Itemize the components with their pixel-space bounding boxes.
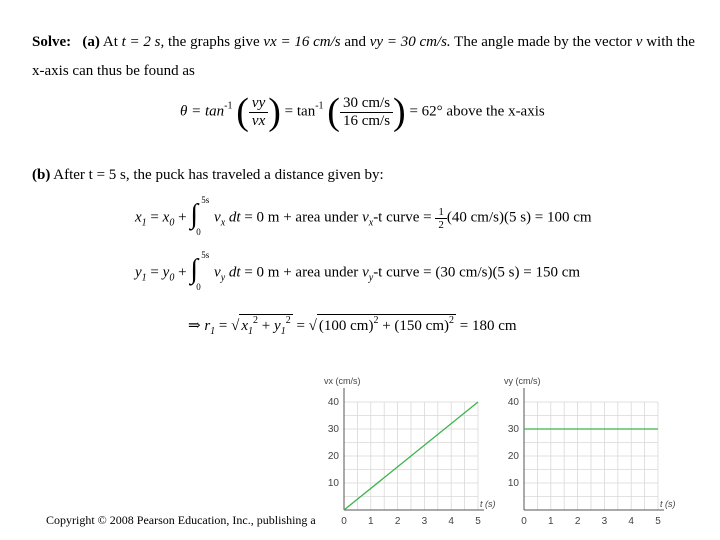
chart-1-y-tick: 20: [327, 451, 339, 462]
theta-result: = 62°: [409, 103, 443, 120]
chart-1-y-tick: 40: [327, 397, 339, 408]
solve-label: Solve:: [32, 34, 72, 50]
x-int-upper: 5s: [201, 195, 210, 205]
chart-2-y-tick: 40: [507, 397, 519, 408]
chart-1-x-tick: 2: [394, 516, 401, 527]
t-value: t = 2 s,: [121, 34, 165, 50]
chart-2-x-tick: 2: [574, 516, 581, 527]
y-equation: $y_1 = y_0$ + ∫ 5s 0 $v_y$ dt = 0 m + area under $v_y-t$ curve = (30 cm/s)(5 s) = 150 cm: [135, 250, 581, 292]
part-a-text4: with the: [646, 34, 695, 50]
y-int-lower: 0: [196, 282, 201, 292]
theta-lhs: θ = tan: [180, 103, 225, 120]
theta-mid: = tan: [284, 103, 316, 120]
theta-result-text: above the x-axis: [446, 103, 545, 120]
vy-value: vy = 30 cm/s.: [369, 34, 451, 50]
chart-1-x-tick: 0: [341, 516, 347, 527]
chart-2-y-tick: 10: [507, 478, 519, 489]
vector-v: v: [635, 34, 643, 50]
chart-1-y-tick: 30: [327, 424, 339, 435]
x-int-lower: 0: [196, 227, 201, 237]
x-zero: = 0 m: [244, 209, 280, 226]
theta-inv: -1: [224, 100, 233, 112]
chart-1-x-tick: 4: [448, 516, 454, 527]
chart-2-x-tick: 1: [548, 516, 554, 527]
chart-2-x-label: t (s): [660, 499, 676, 509]
x-equation: $x_1 = x_0$ + ∫ 5s 0 $v_x$ dt = 0 m + area under $v_x-t$ curve = $\frac{1}{2}$ (40 cm/s)(5 s) = 100 cm: [135, 195, 592, 237]
copyright-footer: Copyright © 2008 Pearson Education, Inc., publishing a: [46, 513, 316, 527]
part-a-line-2: x-axis can thus be found as: [32, 63, 195, 79]
y-curve: -t curve = (30 cm/s)(5 s) = 150 cm: [373, 264, 581, 281]
theta-inv-2: -1: [315, 100, 324, 112]
chart-1-x-tick: 5: [475, 516, 481, 527]
theta-equation: $\theta = \tan^{-1}$ ( $\frac{vy}{vx}$ ) = $\tan^{-1}$ ( $\frac{30 cm/s}{16 cm/s}$ ) = 62° above the x-axis: [180, 91, 545, 133]
part-a-text3: The angle made by the vector: [454, 34, 633, 50]
vx-value: vx = 16 cm/s: [263, 34, 341, 50]
y-int-upper: 5s: [201, 250, 210, 260]
r-value: = 180 cm: [459, 318, 517, 334]
part-a-text2: the graphs give: [168, 34, 260, 50]
chart-1-x-label: t (s): [480, 499, 496, 509]
part-a-text1: At: [102, 34, 118, 50]
value-num: 30 cm/s: [340, 95, 393, 113]
r-equation: ⇒ $r_1$ = √ $x_1^2 + y_1^2$ = √ (100 cm)$^2$ + (150 cm)$^2$ = 180 cm: [188, 315, 517, 337]
part-a-and: and: [344, 34, 366, 50]
chart-2-x-tick: 4: [628, 516, 634, 527]
chart-2-x-tick: 3: [601, 516, 608, 527]
ratio-num: vy: [249, 95, 268, 113]
part-b-text: After t = 5 s, the puck has traveled a distance given by:: [53, 167, 384, 183]
chart-2-x-tick: 5: [655, 516, 661, 527]
ratio-den: vx: [251, 112, 266, 129]
chart-1-x-tick: 3: [421, 516, 428, 527]
part-b-label: (b): [32, 167, 51, 183]
y-zero: = 0 m: [244, 264, 280, 281]
chart-1-y-tick: 10: [327, 478, 339, 489]
x-value: (40 cm/s)(5 s) = 100 cm: [446, 209, 592, 226]
chart-2-y-tick: 20: [507, 451, 519, 462]
value-den: 16 cm/s: [342, 112, 391, 129]
part-a-label: (a): [82, 34, 100, 50]
chart-2-y-tick: 30: [507, 424, 519, 435]
chart-2-y-label: vy (cm/s): [504, 376, 541, 386]
chart-1-x-tick: 1: [368, 516, 374, 527]
chart-1-y-label: vx (cm/s): [324, 376, 361, 386]
x-curve: -t curve =: [373, 209, 436, 226]
chart-2-x-tick: 0: [521, 516, 527, 527]
